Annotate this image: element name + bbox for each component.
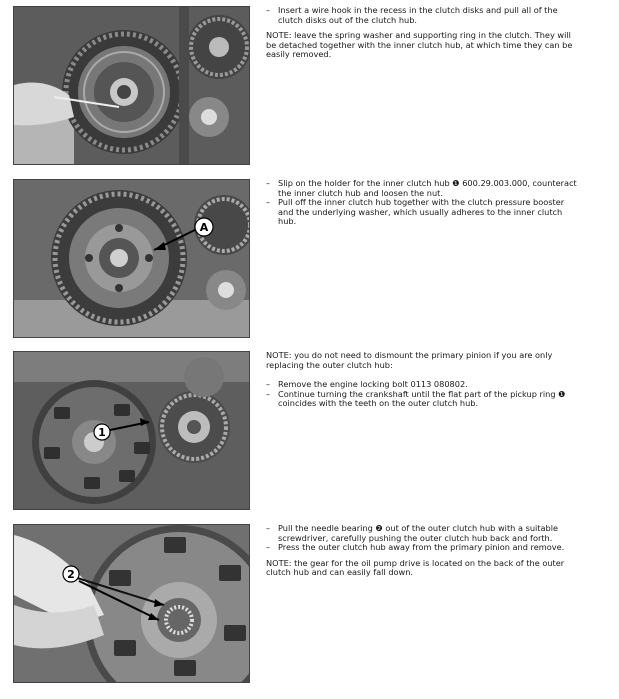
- step4-bullet: – Pull the needle bearing ❷ out of the outer clutch hub with a suitable screwdriver, carefully pushing the outer clutch hub back and forth.: [266, 524, 581, 543]
- step4-bullet: – Press the outer clutch hub away from the primary pinion and remove.: [266, 543, 581, 553]
- step3-note: NOTE: you do not need to dismount the primary pinion if you are only replacing the outer clutch hub:: [266, 350, 553, 370]
- step2-text: [266, 179, 581, 233]
- step1-bullet: – Insert a wire hook in the recess in the clutch disks and pull all of the clutch disks out of the clutch hub.: [266, 6, 581, 25]
- callout-1: 1: [98, 426, 106, 439]
- callout-2: 2: [67, 568, 75, 581]
- step3-bullet-list: [266, 380, 581, 409]
- photo-clutch-disks-removal: [13, 6, 250, 165]
- step1-bullet-list: [266, 6, 581, 25]
- photo-inner-clutch-hub: [13, 179, 250, 338]
- callout-a: A: [199, 221, 209, 234]
- step2-bullet: – Pull off the inner clutch hub together with the clutch pressure booster and the underlying washer, which usually adheres to the inner clutch hub.: [266, 198, 581, 227]
- step1-text: [266, 6, 581, 68]
- photo-needle-bearing: [13, 524, 250, 683]
- step4-text: [266, 524, 581, 586]
- step2-bullet-list: [266, 179, 581, 227]
- step1-note: NOTE: leave the spring washer and supporting ring in the clutch. They will be detached together with the inner clutch hub, at which time they can be easily removed.: [266, 30, 573, 60]
- step3-text: [266, 351, 581, 415]
- photo-outer-clutch-hub: [13, 351, 250, 510]
- step4-bullet-list: [266, 524, 581, 553]
- step4-note: NOTE: the gear for the oil pump drive is located on the back of the outer clutch hub and can easily fall down.: [266, 557, 565, 578]
- step3-bullet: – Continue turning the crankshaft until the flat part of the pickup ring ❶ coincides with the teeth on the outer clutch hub.: [266, 390, 581, 409]
- step2-bullet: – Slip on the holder for the inner clutch hub ❶ 600.29.003.000, counteract the inner clutch hub and loosen the nut.: [266, 179, 581, 198]
- step3-bullet: – Remove the engine locking bolt 0113 080802.: [266, 380, 581, 390]
